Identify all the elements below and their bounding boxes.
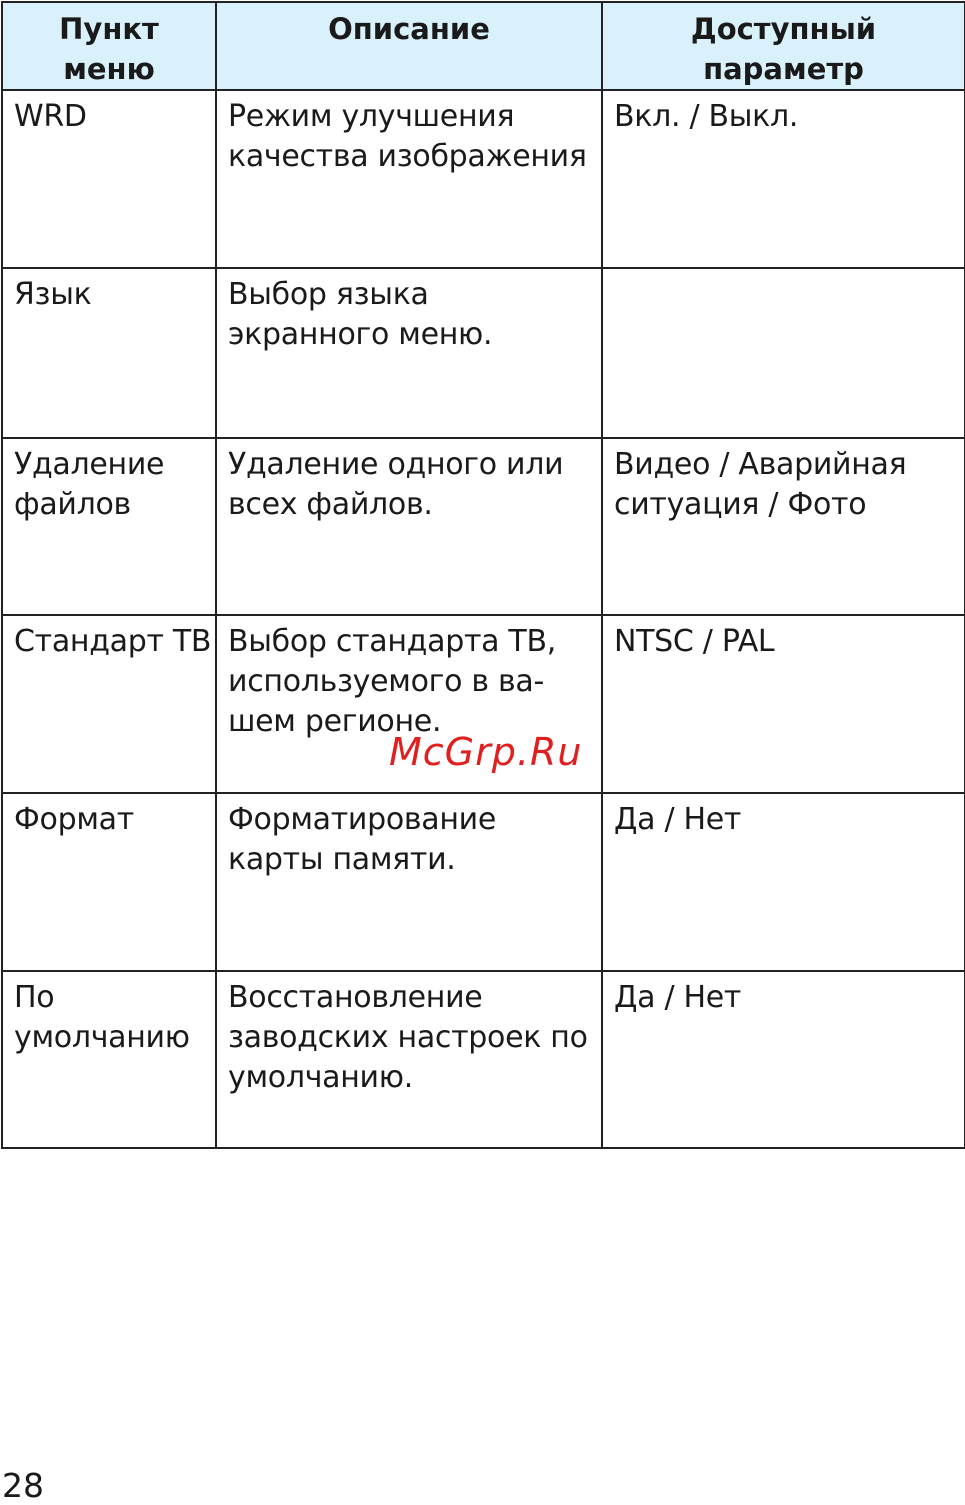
menu-item-cell — [2, 793, 216, 971]
table-row — [2, 90, 965, 268]
option-cell — [602, 793, 965, 971]
menu-item-cell — [2, 268, 216, 438]
cell-line: файлов — [14, 487, 131, 522]
cell-line: карты памяти. — [228, 842, 456, 877]
description-cell — [216, 90, 602, 268]
table-row — [2, 793, 965, 971]
description-cell — [216, 793, 602, 971]
page-number: 28 — [2, 1466, 44, 1505]
cell-line: Форматирование — [228, 802, 497, 837]
cell-line: Язык — [14, 277, 92, 312]
option-cell — [602, 971, 965, 1148]
cell-line: умолчанию. — [228, 1060, 413, 1095]
menu-item-cell — [2, 615, 216, 793]
table-row — [2, 438, 965, 615]
cell-line: WRD — [14, 99, 87, 134]
cell-line: шем регионе. — [228, 704, 442, 739]
cell-line: умолчанию — [14, 1020, 190, 1055]
cell-line: Выбор языка — [228, 277, 429, 312]
header-available-option — [602, 2, 965, 90]
cell-line: экранного меню. — [228, 317, 493, 352]
menu-item-cell — [2, 90, 216, 268]
cell-line: Удаление — [14, 447, 165, 482]
cell-line: Стандарт ТВ — [14, 624, 212, 659]
cell-line: Видео / Аварийная — [614, 447, 907, 482]
cell-line: качества изображения — [228, 139, 587, 174]
description-cell — [216, 971, 602, 1148]
cell-line: Выбор стандарта ТВ, — [228, 624, 556, 659]
header-line: Пункт — [59, 12, 159, 46]
header-description — [216, 2, 602, 90]
option-cell — [602, 438, 965, 615]
header-menu-item — [2, 2, 216, 90]
option-cell — [602, 90, 965, 268]
table-header-row — [2, 2, 965, 90]
option-cell — [602, 615, 965, 793]
option-cell — [602, 268, 965, 438]
table-row — [2, 268, 965, 438]
cell-line: По — [14, 980, 55, 1015]
cell-line: Да / Нет — [614, 802, 742, 837]
cell-line: Режим улучшения — [228, 99, 515, 134]
cell-line: Вкл. / Выкл. — [614, 99, 799, 134]
cell-line: NTSC / PAL — [614, 624, 775, 659]
cell-line: используемого в ва- — [228, 664, 545, 699]
menu-settings-table — [1, 1, 965, 1149]
cell-line: заводских настроек по — [228, 1020, 588, 1055]
menu-item-cell — [2, 971, 216, 1148]
cell-line: Удаление одного или — [228, 447, 564, 482]
cell-line: ситуация / Фото — [614, 487, 867, 522]
header-line: Описание — [328, 12, 490, 46]
table-row — [2, 971, 965, 1148]
menu-item-cell — [2, 438, 216, 615]
cell-line: Восстановление — [228, 980, 483, 1015]
watermark: McGrp.Ru — [389, 730, 583, 774]
cell-line: Да / Нет — [614, 980, 742, 1015]
description-cell — [216, 268, 602, 438]
cell-line: всех файлов. — [228, 487, 433, 522]
header-line: Доступный — [690, 12, 877, 46]
description-cell — [216, 438, 602, 615]
header-line: меню — [63, 52, 155, 86]
header-line: параметр — [703, 52, 864, 86]
cell-line: Формат — [14, 802, 134, 837]
